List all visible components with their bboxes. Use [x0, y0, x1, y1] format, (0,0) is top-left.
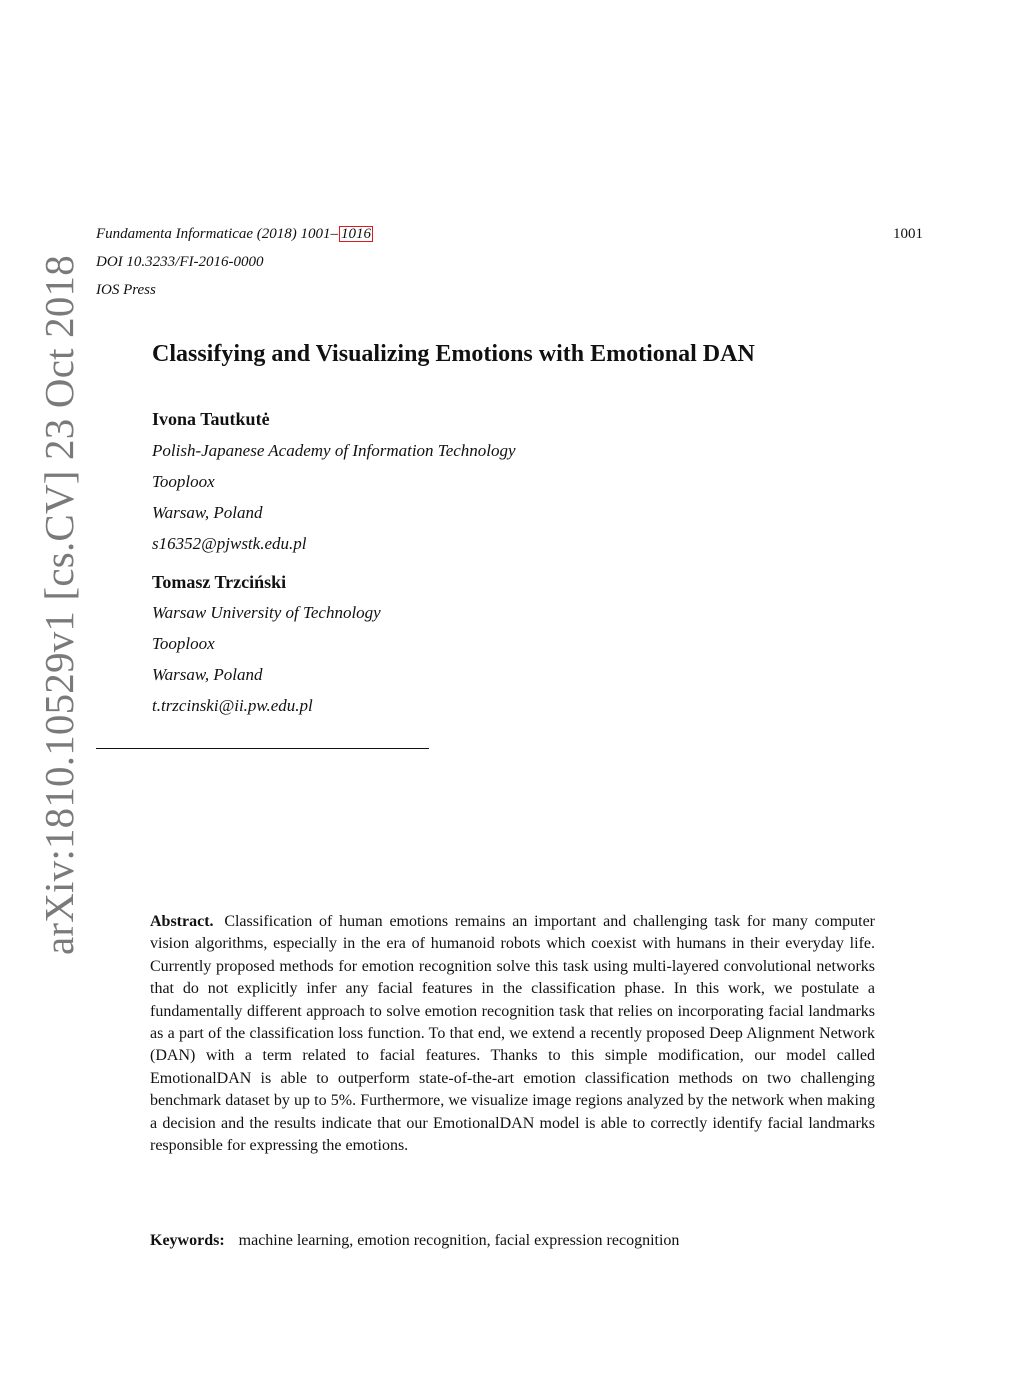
abstract-label: Abstract. — [150, 913, 214, 930]
keywords-text: machine learning, emotion recognition, facial expression recognition — [238, 1232, 680, 1249]
author-name: Tomasz Trzciński — [152, 572, 287, 592]
abstract-text: Classification of human emotions remains an important and challenging task for many computer vision algorithms, especially in the era of humanoid robots which coexist with humans in their everyday life. Currently proposed methods for emotion recognition solve this task using multi-layered convolutional networks that do not explicitly infer any facial features in the classification phase. In this work, we postulate a fundamentally different approach to solve emotion recognition task that relies on incorporating facial landmarks as a part of the classification loss function. To that end, we extend a recently proposed Deep Alignment Network (DAN) with a term related to facial features. Thanks to this simple modification, our model called EmotionalDAN is able to outperform state-of-the-art emotion classification methods on two challenging benchmark dataset by up to 5%. Furthermore, we visualize image regions analyzed by the network when making a decision and the results indicate that our EmotionalDAN model is able to correctly identify facial landmarks responsible for expressing the emotions. — [150, 913, 876, 1155]
paper-title: Classifying and Visualizing Emotions with Emotional DAN — [152, 341, 755, 367]
keywords — [150, 1230, 679, 1252]
footnote-rule — [96, 748, 429, 749]
author-affiliation: Polish-Japanese Academy of Information Technology — [152, 441, 516, 460]
doi-line: DOI 10.3233/FI-2016-0000 — [96, 254, 264, 270]
abstract — [150, 911, 875, 1157]
author-location: Warsaw, Poland — [152, 503, 263, 522]
author-email: s16352@pjwstk.edu.pl — [152, 534, 307, 553]
author-location: Warsaw, Poland — [152, 665, 263, 684]
journal-citation — [96, 225, 373, 243]
author-name: Ivona Tautkutė — [152, 409, 270, 429]
page-number: 1001 — [893, 226, 923, 242]
publisher-line: IOS Press — [96, 282, 156, 298]
author-affiliation: Tooploox — [152, 472, 215, 491]
last-page-link[interactable]: 1016 — [341, 226, 372, 242]
author-affiliation: Warsaw University of Technology — [152, 603, 381, 622]
author-email: t.trzcinski@ii.pw.edu.pl — [152, 696, 313, 715]
keywords-label: Keywords: — [150, 1232, 225, 1249]
arxiv-stamp: arXiv:1810.10529v1 [cs.CV] 23 Oct 2018 — [36, 255, 82, 955]
author-affiliation: Tooploox — [152, 634, 215, 653]
journal-citation-text: Fundamenta Informaticae (2018) 1001– — [96, 226, 339, 242]
